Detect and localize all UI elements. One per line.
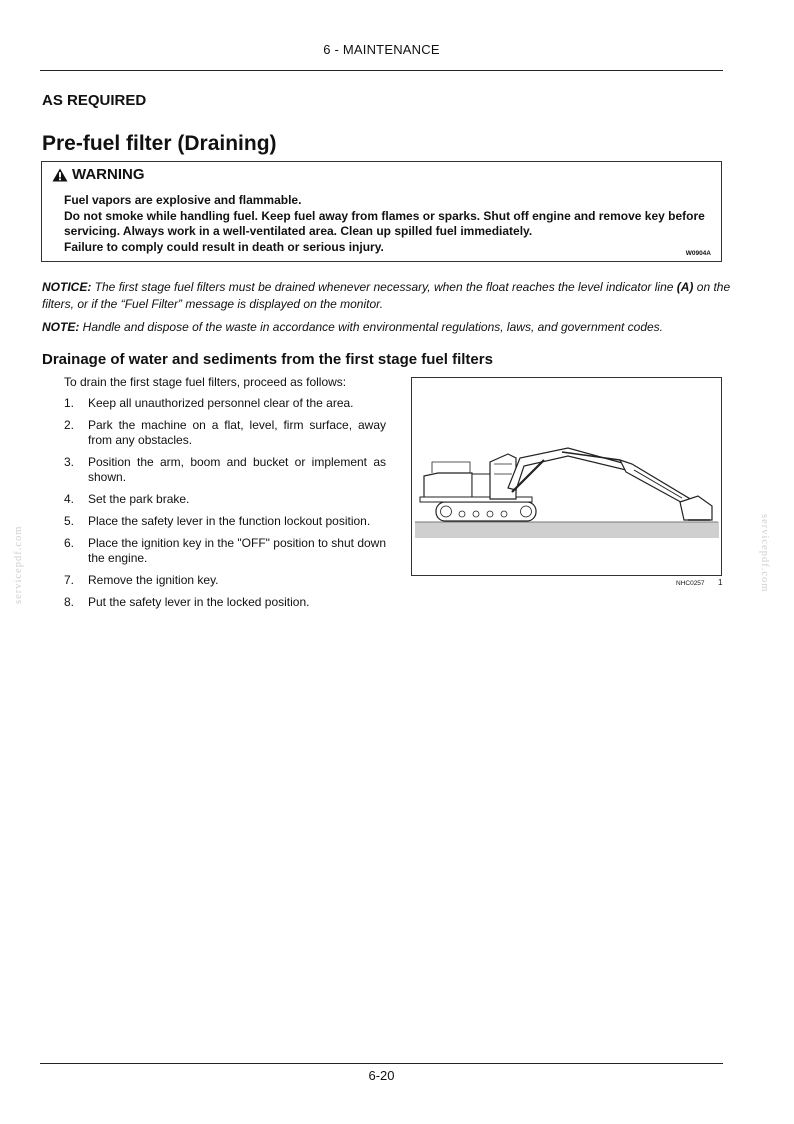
procedure-step — [64, 514, 386, 529]
step-number: 4. — [64, 492, 75, 506]
excavator-illustration-icon — [412, 378, 721, 575]
page-number: 6-20 — [368, 1068, 395, 1083]
excavator-figure — [411, 377, 722, 576]
notice-paragraph — [42, 279, 732, 313]
step-text: Place the ignition key in the "OFF" position to shut down the engine. — [88, 536, 387, 565]
warning-triangle-icon — [52, 168, 68, 182]
procedure-steps — [64, 396, 386, 617]
step-number: 5. — [64, 514, 75, 528]
warning-code: W0904A — [685, 250, 711, 257]
step-number: 1. — [64, 396, 75, 410]
watermark-right: servicepdf.com — [759, 514, 770, 593]
warning-box — [41, 161, 722, 262]
procedure-intro: To drain the first stage fuel filters, proceed as follows: — [64, 375, 347, 389]
step-number: 7. — [64, 573, 75, 587]
warning-line: Failure to comply could result in death or serious injury. — [64, 239, 384, 254]
figure-number: 1 — [718, 578, 723, 587]
figure-code: NHC0257 — [676, 580, 705, 587]
procedure-step — [64, 536, 386, 566]
note-text: Handle and dispose of the waste in accordance with environmental regulations, laws, and government codes. — [79, 320, 664, 334]
note-label: NOTE: — [42, 320, 80, 334]
step-text: Place the safety lever in the function lockout position. — [88, 514, 371, 528]
note-paragraph — [42, 319, 732, 336]
notice-label: NOTICE: — [42, 280, 92, 294]
watermark-left: servicepdf.com — [13, 525, 24, 604]
step-text: Set the park brake. — [88, 492, 190, 506]
level-marker: (A) — [676, 280, 694, 294]
step-text: Keep all unauthorized personnel clear of the area. — [88, 396, 354, 410]
warning-line: Do not smoke while handling fuel. Keep fuel away from flames or sparks. Shut off engine and remove key before servicing. Always work in a well-ventilated area. Clean up spilled fuel immediately. — [64, 208, 705, 238]
footer-rule — [40, 1063, 723, 1064]
procedure-step — [64, 455, 386, 485]
step-text: Put the safety lever in the locked position. — [88, 595, 310, 609]
step-text: Remove the ignition key. — [88, 573, 219, 587]
notice-text-end: on the filters, or if the “Fuel Filter” message is displayed on the monitor. — [42, 280, 731, 311]
page-title: Pre-fuel filter (Draining) — [42, 132, 277, 155]
procedure-step — [64, 573, 386, 588]
procedure-step — [64, 595, 386, 610]
step-number: 2. — [64, 418, 75, 432]
procedure-step — [64, 418, 386, 448]
section-label: AS REQUIRED — [42, 92, 147, 109]
subsection-heading: Drainage of water and sediments from the first stage fuel filters — [42, 351, 493, 368]
running-header: 6 - MAINTENANCE — [323, 42, 440, 57]
procedure-step — [64, 492, 386, 507]
header-rule — [40, 70, 723, 71]
warning-line: Fuel vapors are explosive and flammable. — [64, 193, 302, 207]
warning-text — [64, 193, 714, 255]
warning-heading — [52, 166, 145, 183]
step-text: Position the arm, boom and bucket or implement as shown. — [88, 455, 386, 484]
step-number: 8. — [64, 595, 75, 609]
notice-text: The first stage fuel filters must be drained whenever necessary, when the float reaches the level indicator line — [91, 280, 677, 294]
step-number: 3. — [64, 455, 75, 469]
step-text: Park the machine on a flat, level, firm surface, away from any obstacles. — [88, 418, 386, 447]
step-number: 6. — [64, 536, 75, 550]
warning-label: WARNING — [72, 166, 145, 183]
procedure-step — [64, 396, 386, 411]
